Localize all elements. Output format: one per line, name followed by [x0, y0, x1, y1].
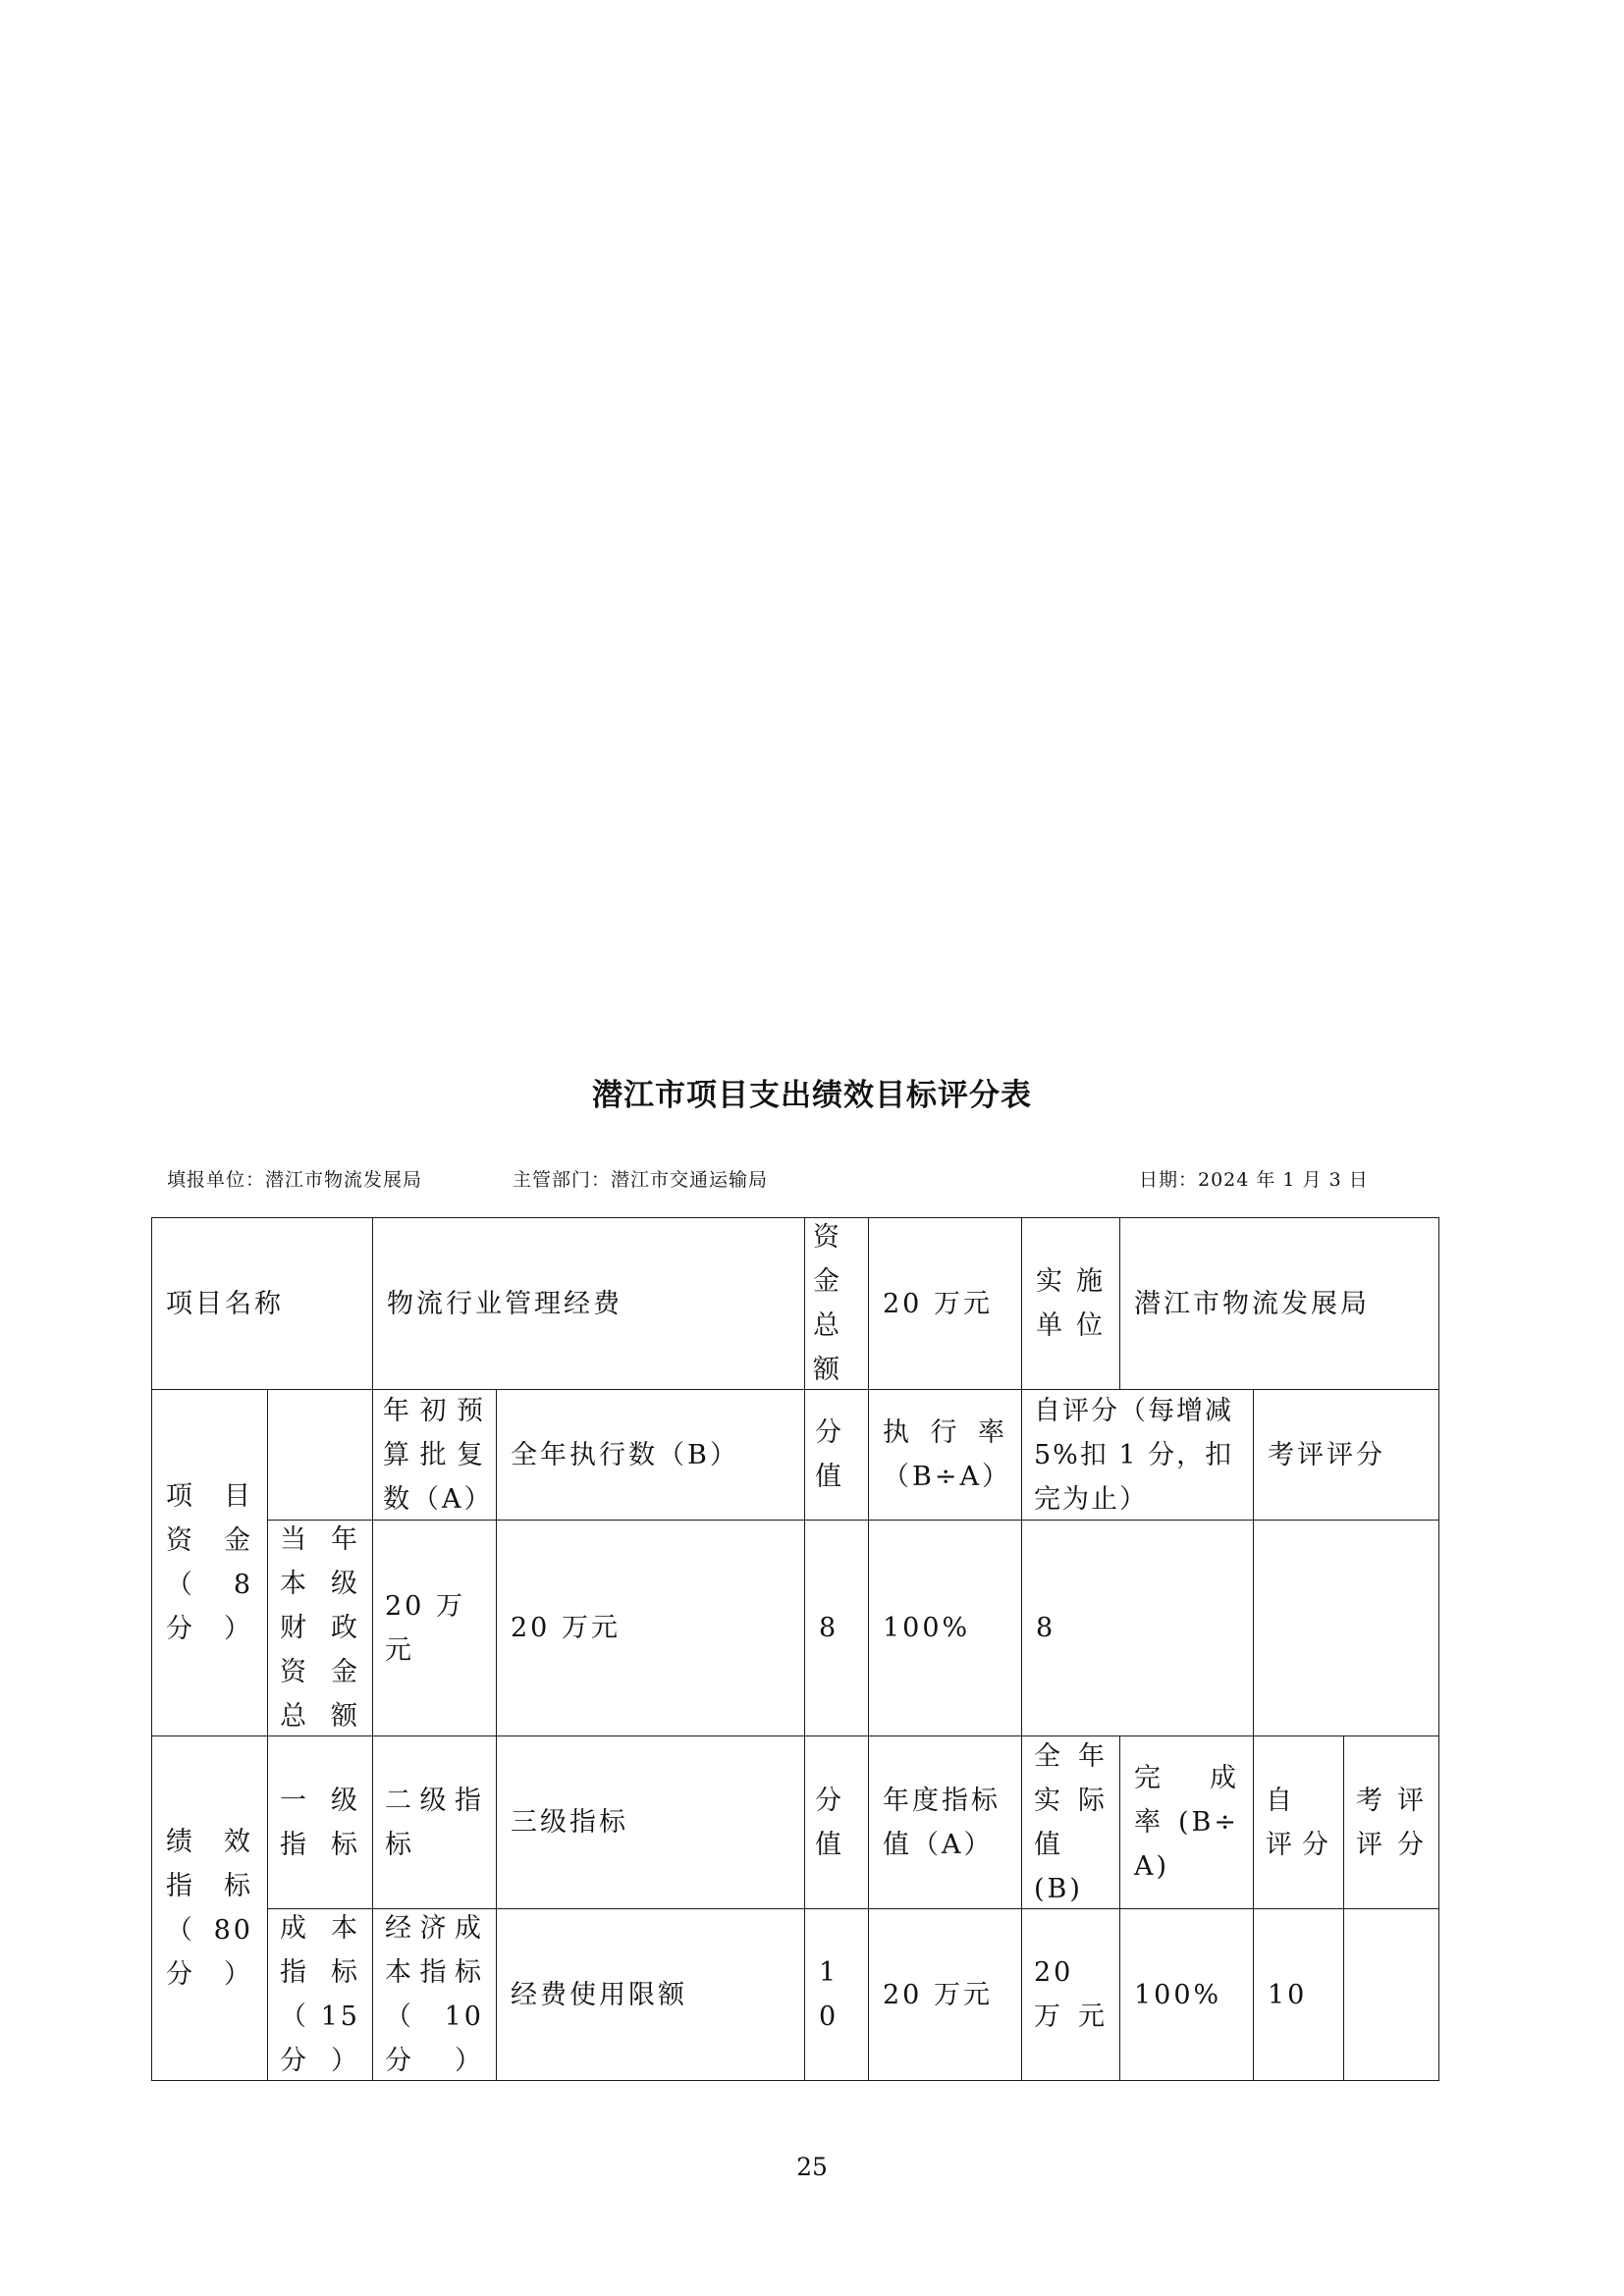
- funds-score-value: 8: [804, 1520, 869, 1736]
- perf-score-header: 分值: [804, 1735, 869, 1909]
- level2-header: 二级指标: [372, 1735, 497, 1909]
- review-score-value: [1253, 1520, 1439, 1736]
- indicator-self-score: 10: [1253, 1908, 1344, 2081]
- indicator-review-score: [1343, 1908, 1439, 2081]
- exec-rate-value: 100%: [868, 1520, 1022, 1736]
- project-name-value: 物流行业管理经费: [372, 1217, 805, 1390]
- review-eval-header: 考 评评分: [1343, 1735, 1439, 1909]
- completion-rate-header: 完 成 率(B÷A): [1119, 1735, 1254, 1909]
- self-eval-header: 自 评分: [1253, 1735, 1344, 1909]
- perf-section-label: 绩 效指 标（ 80分）: [151, 1735, 268, 2081]
- level3-expense-limit: 经费使用限额: [496, 1908, 805, 2081]
- impl-unit-value: 潜江市物流发展局: [1119, 1217, 1439, 1390]
- self-score-header: 自评分（每增减5%扣 1 分，扣完为止）: [1021, 1389, 1254, 1521]
- supervising-department: 主管部门：潜江市交通运输局: [513, 1169, 769, 1191]
- exec-rate-header: 执 行 率（B÷A）: [868, 1389, 1022, 1521]
- project-name-label: 项目名称: [151, 1217, 373, 1390]
- review-score-header: 考评评分: [1253, 1389, 1439, 1521]
- indicator-score: 10: [804, 1908, 869, 2081]
- score-table: [151, 1217, 1439, 2081]
- level3-header: 三级指标: [496, 1735, 805, 1909]
- funds-section-label: 项 目资金（ 8分）: [151, 1389, 268, 1736]
- impl-unit-label: 实施单位: [1021, 1217, 1120, 1390]
- self-score-value: 8: [1021, 1520, 1254, 1736]
- indicator-rate: 100%: [1119, 1908, 1254, 2081]
- annual-target-header: 年度指标值（A）: [868, 1735, 1022, 1909]
- fill-unit: 填报单位：潜江市物流发展局: [167, 1169, 423, 1191]
- actual-value-header: 全 年实 际值(B): [1021, 1735, 1120, 1909]
- page-number: 25: [796, 2153, 828, 2181]
- funds-blank-header: [267, 1389, 373, 1521]
- indicator-target: 20 万元: [868, 1908, 1022, 2081]
- level2-economic-cost: 经济成本指标（ 10分）: [372, 1908, 497, 2081]
- document-title: 潜江市项目支出绩效目标评分表: [592, 1078, 1032, 1113]
- budget-value: 20 万元: [372, 1520, 497, 1736]
- total-funds-label: 资金总额: [804, 1217, 869, 1390]
- budget-header: 年初预算批复数（A）: [372, 1389, 497, 1521]
- indicator-actual: 20 万元: [1021, 1908, 1120, 2081]
- funds-score-header: 分值: [804, 1389, 869, 1521]
- executed-header: 全年执行数（B）: [496, 1389, 805, 1521]
- level1-header: 一 级指标: [267, 1735, 373, 1909]
- executed-value: 20 万元: [496, 1520, 805, 1736]
- fill-date: 日期：2024 年 1 月 3 日: [1139, 1169, 1369, 1191]
- current-funds-label: 当 年本 级财 政资 金总额: [267, 1520, 373, 1736]
- level1-cost-indicator: 成 本指 标（ 15分）: [267, 1908, 373, 2081]
- total-funds-value: 20 万元: [868, 1217, 1022, 1390]
